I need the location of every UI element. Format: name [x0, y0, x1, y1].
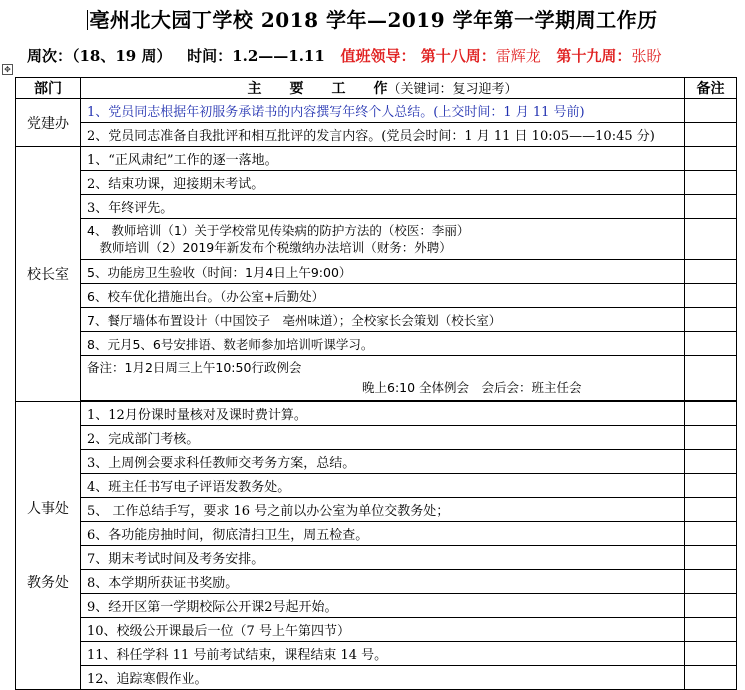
table-row [16, 618, 737, 642]
header-work-label: 主 要 工 作 [247, 81, 388, 97]
table-row [16, 147, 737, 171]
remark-cell [685, 195, 737, 219]
remark-cell [685, 308, 737, 332]
page-title-text: 亳州北大园丁学校 2018 学年—2019 学年第一学期周工作历 [89, 8, 658, 32]
table-row [16, 123, 737, 147]
duty-week19: 第十九周： [556, 47, 632, 65]
principal-remark-line2: 晚上6:10 全体例会 会后会：班主任会 [362, 380, 582, 395]
party-item-2: 2、党员同志准备自我批评和相互批评的发言内容。(党员会时间：1 月 11 日 10:05——10:45 分) [81, 123, 685, 147]
table-row [16, 498, 737, 522]
principal-remark-line1: 备注：1月2日周三上午10:50行政例会 [87, 360, 302, 375]
principal-item-4b: 教师培训（2）2019年新发布个税缴纳办法培训（财务：外聘） [87, 240, 452, 255]
remark-cell [685, 642, 737, 666]
table-move-icon[interactable]: ✥ [2, 64, 13, 75]
week-label: 周次：（18、19 周） [27, 47, 172, 65]
header-row [16, 78, 737, 99]
subtitle-line [27, 45, 661, 66]
remark-cell [685, 332, 737, 356]
remark-cell [685, 219, 737, 260]
table-row [16, 570, 737, 594]
hr-item-3: 3、上周例会要求科任教师交考务方案，总结。 [81, 450, 685, 474]
principal-item-7: 7、餐厅墙体布置设计（中国饺子 亳州味道）；全校家长会策划（校长室） [81, 308, 685, 332]
remark-cell [685, 356, 737, 401]
hr-item-6: 6、各功能房抽时间，彻底清扫卫生，周五检查。 [81, 522, 685, 546]
remark-cell [685, 99, 737, 123]
dept-hr: 人事处 [27, 500, 69, 517]
hr-item-11: 11、科任学科 11 号前考试结束，课程结束 14 号。 [81, 642, 685, 666]
principal-remark [81, 356, 685, 401]
table-row [16, 426, 737, 450]
table-row [16, 195, 737, 219]
table-row [16, 219, 737, 260]
page-title [0, 4, 745, 33]
schedule-table [15, 77, 737, 690]
table-row [16, 450, 737, 474]
duty-label: 值班领导： [340, 47, 416, 65]
remark-cell [685, 666, 737, 690]
time-label: 时间：1.2——1.11 [187, 47, 325, 65]
principal-item-8: 8、元月5、6号安排语、数老师参加培训听课学习。 [81, 332, 685, 356]
hr-item-12: 12、追踪寒假作业。 [81, 666, 685, 690]
dept-hr-academic [16, 402, 81, 690]
table-row [16, 308, 737, 332]
remark-cell [685, 594, 737, 618]
header-work [81, 78, 685, 99]
remark-cell [685, 171, 737, 195]
dept-party: 党建办 [16, 99, 81, 147]
remark-cell [685, 260, 737, 284]
principal-item-2: 2、结束功课，迎接期末考试。 [81, 171, 685, 195]
duty-name18: 雷辉龙 [495, 47, 541, 65]
hr-item-9: 9、经开区第一学期校际公开课2号起开始。 [81, 594, 685, 618]
remark-cell [685, 498, 737, 522]
table-row [16, 99, 737, 123]
principal-item-6: 6、校车优化措施出台。（办公室+后勤处） [81, 284, 685, 308]
remark-cell [685, 474, 737, 498]
table-row [16, 546, 737, 570]
dept-principal: 校长室 [16, 147, 81, 402]
table-row [16, 260, 737, 284]
remark-cell [685, 546, 737, 570]
header-dept: 部门 [16, 78, 81, 99]
table-row [16, 642, 737, 666]
principal-item-4 [81, 219, 685, 260]
remark-cell [685, 522, 737, 546]
remark-cell [685, 402, 737, 426]
duty-week18: 第十八周： [420, 47, 496, 65]
table-row [16, 522, 737, 546]
principal-item-1: 1、“正风肃纪”工作的逐一落地。 [81, 147, 685, 171]
remark-cell [685, 123, 737, 147]
table-row [16, 171, 737, 195]
party-item-1: 1、党员同志根据年初服务承诺书的内容撰写年终个人总结。(上交时间：1 月 11 号前) [81, 99, 685, 123]
table-row [16, 356, 737, 401]
hr-item-1: 1、12月份课时量核对及课时费计算。 [81, 402, 685, 426]
table-row [16, 402, 737, 426]
duty-name19: 张盼 [631, 47, 662, 65]
dept-academic: 教务处 [27, 574, 69, 591]
remark-cell [685, 618, 737, 642]
hr-item-4: 4、班主任书写电子评语发教务处。 [81, 474, 685, 498]
hr-item-7: 7、期末考试时间及考务安排。 [81, 546, 685, 570]
principal-item-3: 3、年终评先。 [81, 195, 685, 219]
remark-cell [685, 450, 737, 474]
hr-item-8: 8、本学期所获证书奖励。 [81, 570, 685, 594]
remark-cell [685, 147, 737, 171]
table-row [16, 474, 737, 498]
header-remark: 备注 [685, 78, 737, 99]
principal-item-4a: 4、 教师培训（1）关于学校常见传染病的防护方法的（校医：李丽） [87, 223, 470, 238]
hr-item-10: 10、校级公开课最后一位（7 号上午第四节） [81, 618, 685, 642]
header-keyword: （关键词：复习迎考） [387, 82, 518, 97]
principal-item-5: 5、功能房卫生验收（时间：1月4日上午9:00） [81, 260, 685, 284]
remark-cell [685, 426, 737, 450]
table-row [16, 332, 737, 356]
hr-item-2: 2、完成部门考核。 [81, 426, 685, 450]
hr-item-5: 5、 工作总结手写，要求 16 号之前以办公室为单位交教务处； [81, 498, 685, 522]
remark-cell [685, 570, 737, 594]
table-row [16, 284, 737, 308]
table-row [16, 666, 737, 690]
remark-cell [685, 284, 737, 308]
table-row [16, 594, 737, 618]
